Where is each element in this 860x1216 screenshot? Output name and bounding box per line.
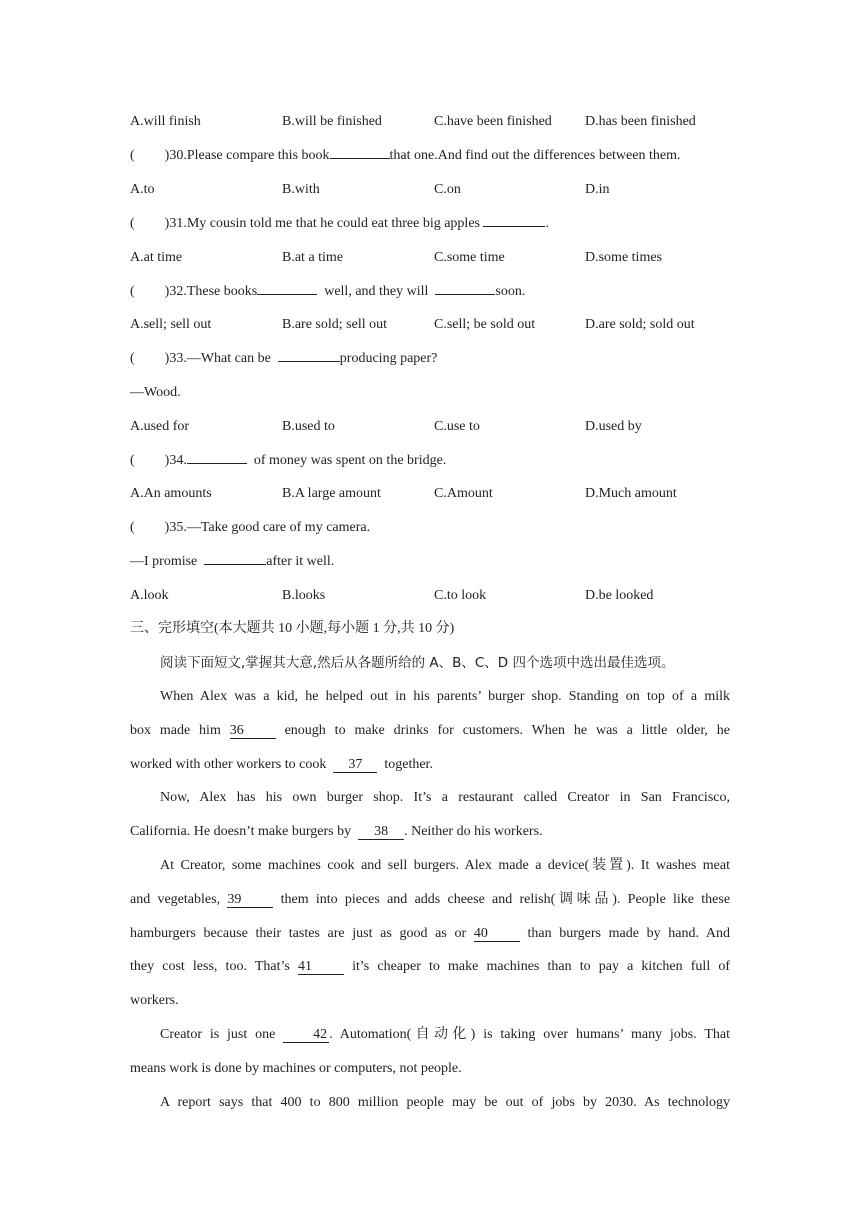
q35-reply-prefix: —I promise <box>130 554 198 569</box>
q34-option-d: D.Much amount <box>585 486 677 501</box>
q33-answer-line: —Wood. <box>130 385 181 400</box>
q34-prefix: )34. <box>164 453 187 468</box>
p4-line-1: Creator is just one 42 . Automation(自动化) is taking over humans’ many jobs. That <box>160 1027 731 1042</box>
q30-option-d: D.in <box>585 182 610 197</box>
q32-suffix: soon. <box>495 284 526 299</box>
q35-reply <box>130 553 730 571</box>
blank-36: 36 <box>230 724 276 739</box>
q34-option-c: C.Amount <box>434 486 493 501</box>
q31-blank <box>483 226 545 227</box>
q33-option-d: D.used by <box>585 419 642 434</box>
q33-paren: ( <box>130 351 135 366</box>
q31-option-c: C.some time <box>434 250 505 265</box>
q31-prefix: )31.My cousin told me that he could eat three big apples <box>164 216 480 231</box>
passage-paragraph-3 <box>130 849 730 1018</box>
q33-blank <box>278 361 340 362</box>
q33-option-b: B.used to <box>282 419 335 434</box>
p5-line-1: A report says that 400 to 800 million people may be out of jobs by 2030. As technology <box>160 1095 730 1110</box>
q32-blank-2 <box>435 294 495 295</box>
p3-line-2: and vegetables, 39 them into pieces and adds cheese and relish(调味品). People like these <box>130 891 731 907</box>
q30-paren: ( <box>130 148 135 163</box>
q32-stem <box>130 283 730 301</box>
blank-41: 41 <box>298 960 344 975</box>
q35-paren: ( <box>130 520 135 535</box>
q31-stem <box>130 215 730 233</box>
q30-option-b: B.with <box>282 182 320 197</box>
p1-line-2: box made him 36 enough to make drinks for customers. When he was a little older, he <box>130 722 731 738</box>
q32-option-a: A.sell; sell out <box>130 317 212 332</box>
q35-option-b: B.looks <box>282 588 326 603</box>
blank-39: 39 <box>227 893 273 908</box>
q33-option-c: C.use to <box>434 419 480 434</box>
section3-instruction: 阅读下面短文,掌握其大意,然后从各题所给的 A、B、C、D 四个选项中选出最佳选项。 <box>160 655 675 671</box>
p1-line-1: When Alex was a kid, he helped out in his parents’ burger shop. Standing on top of a milk <box>160 689 730 704</box>
passage-paragraph-5 <box>130 1086 730 1120</box>
passage-paragraph-2 <box>130 781 730 849</box>
q35-blank <box>204 564 266 565</box>
blank-42: 42 <box>283 1028 329 1043</box>
q32-option-c: C.sell; be sold out <box>434 317 536 332</box>
q29-option-c: C.have been finished <box>434 114 552 129</box>
p2-line-1: Now, Alex has his own burger shop. It’s a restaurant called Creator in San Francisco, <box>160 790 730 805</box>
q35-prefix: )35.—Take good care of my camera. <box>164 520 371 535</box>
passage-paragraph-1 <box>130 680 730 781</box>
q29-option-a: A.will finish <box>130 114 201 129</box>
p1-line-3: worked with other workers to cook 37 together. <box>130 756 433 772</box>
p3-line-3: hamburgers because their tastes are just as good as or 40 than burgers made by hand. And <box>130 925 731 941</box>
q32-blank-1 <box>257 294 317 295</box>
q35-option-c: C.to look <box>434 588 487 603</box>
q33-option-a: A.used for <box>130 419 190 434</box>
q32-middle: well, and they will <box>324 284 429 299</box>
q29-option-d: D.has been finished <box>585 114 696 129</box>
q30-blank <box>330 158 390 159</box>
q30-stem <box>130 147 730 165</box>
q34-paren: ( <box>130 453 135 468</box>
q31-suffix: . <box>545 216 549 231</box>
q30-option-c: C.on <box>434 182 461 197</box>
q30-suffix: that one.And find out the differences between them. <box>389 148 681 163</box>
q32-option-b: B.are sold; sell out <box>282 317 387 332</box>
p3-line-1: At Creator, some machines cook and sell burgers. Alex made a device(装置). It washes meat <box>160 858 730 873</box>
q34-suffix: of money was spent on the bridge. <box>253 453 447 468</box>
blank-37: 37 <box>333 758 377 773</box>
q31-option-d: D.some times <box>585 250 662 265</box>
q32-prefix: )32.These books <box>164 284 258 299</box>
passage-paragraph-4 <box>130 1018 730 1086</box>
q30-option-a: A.to <box>130 182 155 197</box>
p3-line-5: workers. <box>130 993 179 1009</box>
q33-stem <box>130 350 730 368</box>
q29-option-b: B.will be finished <box>282 114 382 129</box>
q32-option-d: D.are sold; sold out <box>585 317 695 332</box>
q34-option-a: A.An amounts <box>130 486 212 501</box>
q35-option-a: A.look <box>130 588 169 603</box>
blank-40: 40 <box>474 927 520 942</box>
section3-heading: 三、完形填空(本大题共 10 小题,每小题 1 分,共 10 分) <box>130 621 455 636</box>
q31-option-b: B.at a time <box>282 250 344 265</box>
q33-suffix: producing paper? <box>339 351 438 366</box>
q34-option-b: B.A large amount <box>282 486 381 501</box>
q34-stem <box>130 452 730 470</box>
q30-prefix: )30.Please compare this book <box>164 148 330 163</box>
q35-stem <box>130 519 730 537</box>
q33-prefix: )33.—What can be <box>164 351 271 366</box>
q35-reply-suffix: after it well. <box>266 554 335 569</box>
q34-blank <box>187 463 247 464</box>
q31-paren: ( <box>130 216 135 231</box>
blank-38: 38 <box>358 825 404 840</box>
p4-line-2: means work is done by machines or computers, not people. <box>130 1060 462 1076</box>
p2-line-2: California. He doesn’t make burgers by 38 . Neither do his workers. <box>130 823 543 839</box>
p3-line-4: they cost less, too. That’s 41 it’s cheaper to make machines than to pay a kitchen full of <box>130 959 731 975</box>
q31-option-a: A.at time <box>130 250 183 265</box>
q35-option-d: D.be looked <box>585 588 654 603</box>
q32-paren: ( <box>130 284 135 299</box>
